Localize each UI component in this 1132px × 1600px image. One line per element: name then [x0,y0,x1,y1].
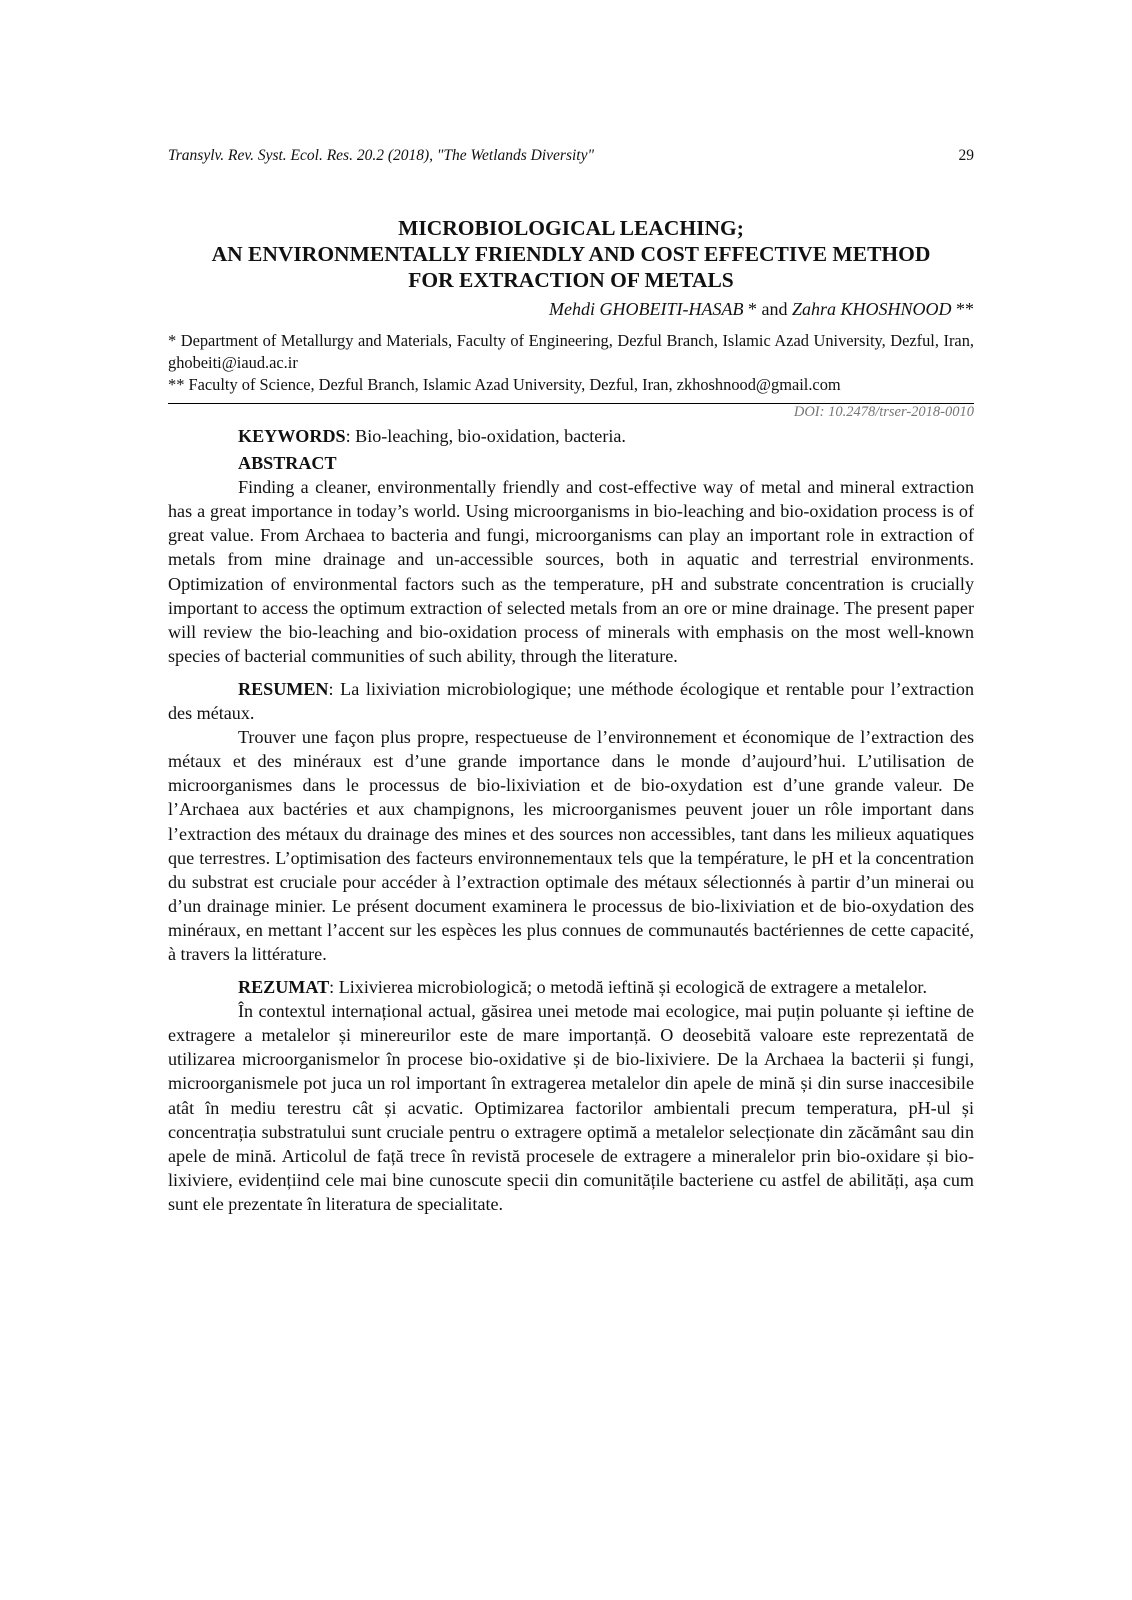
keywords-label: KEYWORDS [238,426,346,446]
rezumat-label: REZUMAT [238,977,330,998]
resumen-label: RESUMEN [238,678,329,699]
resumen-title [168,677,974,725]
abstract-heading: ABSTRACT [238,453,337,474]
keywords [168,424,974,448]
title-line-3: FOR EXTRACTION OF METALS [408,268,734,292]
author-2: Zahra KHOSHNOOD [791,299,952,319]
abstract-text: Finding a cleaner, environmentally friendly and cost-effective way of metal and mineral extraction has a great importance in today’s world. Using microorganisms in bio-leaching and bio-oxidation process is of great value. From Archaea to bacteria and fungi, microorganisms can play an important role in extraction of metals from mine drainage and un-accessible sources, both in aquatic and terrestrial environments. Optimization of environmental factors such as the temperature, pH and substrate concentration is crucially important to access the optimum extraction of selected metals from an ore or mine drainage. The present paper will review the bio-leaching and bio-oxidation process of minerals with emphasis on the most well-known species of bacterial communities of such ability, through the literature. [168,477,974,666]
resumen-title-text: : La lixiviation microbiologique; une méthode écologique et rentable pour l’extraction des métaux. [168,678,974,724]
author-2-marker: ** [951,299,974,319]
article-body [168,424,974,1216]
author-list [168,298,974,320]
running-header [168,145,974,169]
rezumat-text: În contextul internațional actual, găsirea unei metode mai ecologice, mai puțin poluante și ieftine de extragere a metalelor și minereurilor este de mare importanță. O deosebită valoare este reprezentată de utilizarea microorganismelor în procese bio-oxidative și de bio-lixiviere. De la Archaea la bacterii și fungi, microorganismele pot juca un rol important în extragerea metalelor din apele de mină și din surse inaccesibile atât în mediu terestru cât și acvatic. Optimizarea factorilor ambientali precum temperatura, pH-ul și concentrația substratului sunt cruciale pentru o extragere optimă a metalelor selecționate din zăcământ sau din apele de mină. Articolul de față trece în revistă procesele de extragere a mineralelor prin bio-oxidare și bio-lixiviere, evidențiind cele mai bine cunoscute specii din comunitățile bacteriene cu astfel de abilități, așa cum sunt ele prezentate în literatura de specialitate. [168,1001,974,1214]
author-1: Mehdi GHOBEITI-HASAB [549,299,744,319]
affiliation-1: * Department of Metallurgy and Materials, Faculty of Engineering, Dezful Branch, Islamic Azad University, Dezful, Iran, ghobeiti@iaud.ac.ir [168,331,974,372]
rezumat-title [168,975,974,999]
affiliation-2: ** Faculty of Science, Dezful Branch, Islamic Azad University, Dezful, Iran, zkhoshnood@gmail.com [168,375,841,394]
journal-citation: Transylv. Rev. Syst. Ecol. Res. 20.2 (2018), "The Wetlands Diversity" [168,147,594,164]
doi-link[interactable]: DOI: 10.2478/trser-2018-0010 [793,404,974,420]
affiliations [168,330,974,396]
keywords-text: : Bio-leaching, bio-oxidation, bacteria. [345,426,626,446]
rezumat-title-text: : Lixivierea microbiologică; o metodă ieftină și ecologică de extragere a metalelor. [329,977,927,998]
author-1-marker: * [743,299,762,319]
resumen-text: Trouver une façon plus propre, respectueuse de l’environnement et économique de l’extraction des métaux et des minéraux est d’une grande importance dans le monde d’aujourd’hui. L’utilisation de microorganismes dans le processus de bio-lixiviation et de bio-oxydation est d’une grande valeur. De l’Archaea aux bactéries et aux champignons, les microorganismes peuvent jouer un rôle important dans l’extraction des métaux du drainage des mines et des sources non accessibles, tant dans les milieux aquatiques que terrestres. L’optimisation des facteurs environnementaux tels que la température, le pH et la concentration du substrat est cruciale pour accéder à l’extraction optimale des métaux sélectionnés à partir d’un minerai ou d’un drainage minier. Le présent document examinera le processus de bio-lixiviation et de bio-oxydation des minéraux, en mettant l’accent sur les espèces les plus connues de communautés bactériennes de cette capacité, à travers la littérature. [168,727,974,964]
title-line-2: AN ENVIRONMENTALLY FRIENDLY AND COST EFFECTIVE METHOD [211,242,931,266]
author-conjunction: and [761,299,792,319]
title-line-1: MICROBIOLOGICAL LEACHING; [398,216,744,240]
article-title [168,215,974,293]
page-number: 29 [958,147,974,164]
